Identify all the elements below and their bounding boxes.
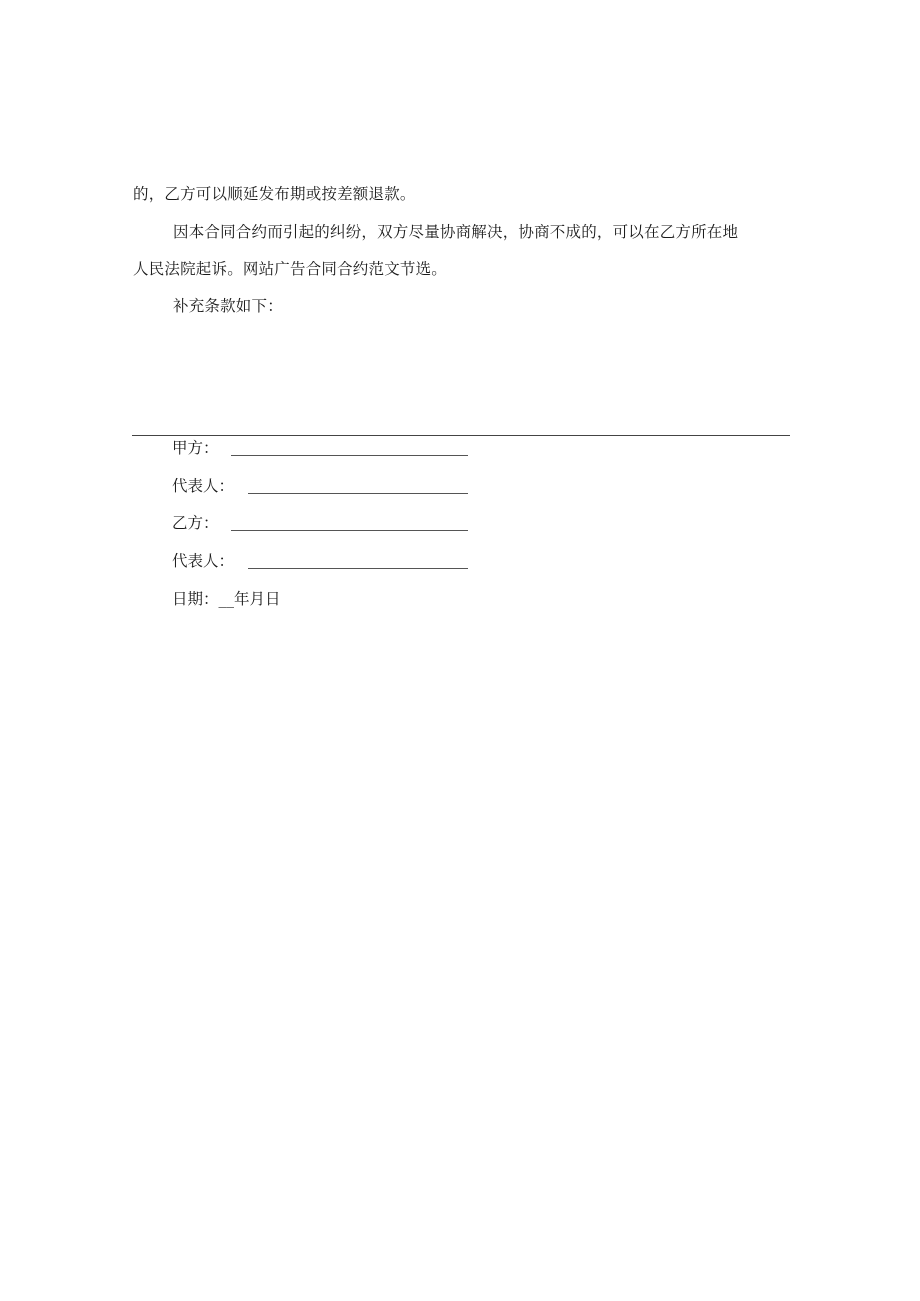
signature-label: 代表人： [172,552,235,570]
signature-party-b [172,512,219,534]
signature-blank-party-a[interactable] [231,455,468,456]
signature-label: 乙方： [172,514,219,532]
paragraph-supplementary-terms: 补充条款如下： [173,297,283,315]
date-line: 日期：__年月日 [172,590,281,608]
signature-representative-a [172,475,234,497]
signature-blank-representative-a[interactable] [248,493,468,494]
signature-representative-b [172,550,234,572]
paragraph-dispute-clause-line2: 人民法院起诉。网站广告合同合约范文节选。 [133,260,448,278]
signature-label: 代表人： [172,477,235,495]
signature-blank-representative-b[interactable] [248,568,468,569]
signature-label: 甲方： [172,439,219,457]
signature-party-a [172,437,219,459]
paragraph-dispute-clause-line1: 因本合同合约而引起的纠纷，双方尽量协商解决，协商不成的，可以在乙方所在地 [173,223,739,241]
paragraph-refund-clause: 的，乙方可以顺延发布期或按差额退款。 [133,185,416,203]
divider-line [132,435,790,436]
signature-blank-party-b[interactable] [231,530,468,531]
